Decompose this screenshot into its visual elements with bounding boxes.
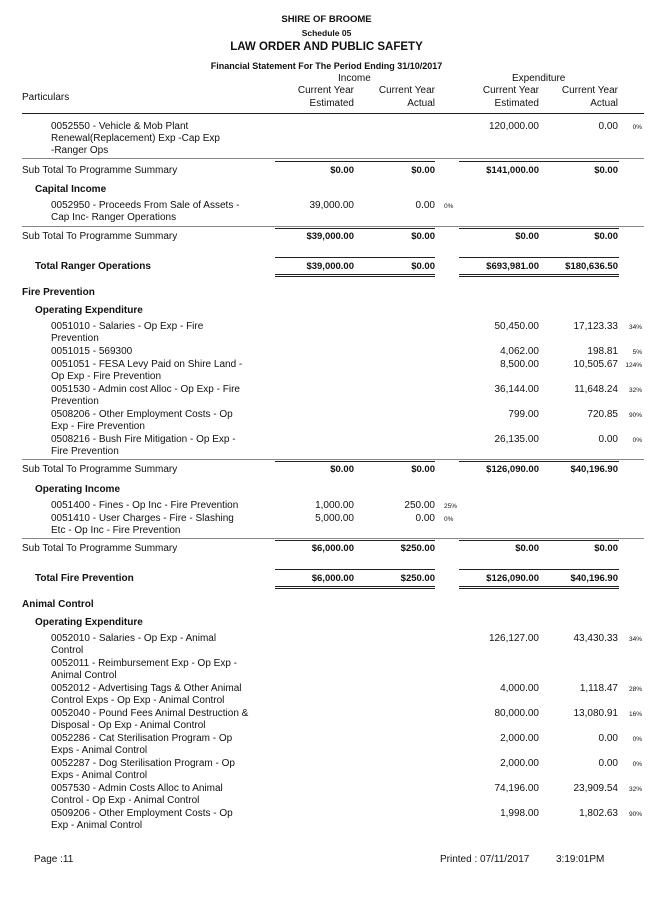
exp-pct: 0% (632, 761, 642, 768)
item-desc-line2: Op Exp - Fire Prevention (51, 371, 162, 382)
item-desc-line1: 0051410 - User Charges - Fire - Slashing (51, 513, 234, 524)
exp-actual: 23,909.54 (573, 783, 618, 794)
total-underline (275, 588, 435, 589)
inc-budget: 39,000.00 (309, 200, 354, 211)
subtotal-line (275, 161, 435, 162)
exp-actual-header-1: Current Year (561, 85, 618, 96)
subtotal-label: Sub Total To Programme Summary (22, 165, 178, 176)
capital-income-heading: Capital Income (35, 184, 107, 195)
exp-budget-header-2: Estimated (494, 98, 539, 109)
item-desc-line2: Exp - Animal Control (51, 820, 143, 831)
exp-pct: 0% (632, 437, 642, 444)
inc-budget: $0.00 (330, 165, 354, 176)
exp-actual: 1,118.47 (579, 683, 618, 694)
item-desc-line3: -Ranger Ops (51, 145, 109, 156)
item-desc-line1: 0052010 - Salaries - Op Exp - Animal (51, 633, 217, 644)
item-desc-line1: 0509206 - Other Employment Costs - Op (51, 808, 233, 819)
inc-actual: 0.00 (415, 200, 435, 211)
item-desc-line2: Prevention (51, 333, 99, 344)
exp-actual-header-2: Actual (590, 98, 618, 109)
exp-pct: 32% (628, 786, 642, 793)
page-title: LAW ORDER AND PUBLIC SAFETY (230, 41, 423, 53)
subtotal-label: Sub Total To Programme Summary (22, 231, 178, 242)
exp-budget: 50,450.00 (494, 321, 539, 332)
exp-budget: $141,000.00 (486, 165, 539, 176)
exp-actual: 17,123.33 (573, 321, 618, 332)
exp-pct: 28% (628, 686, 642, 693)
subtotal-label: Sub Total To Programme Summary (22, 464, 178, 475)
exp-budget: 126,127.00 (488, 633, 539, 644)
exp-actual: 0.00 (598, 733, 618, 744)
row-divider (22, 226, 644, 227)
header-divider (22, 113, 644, 114)
item-desc-line2: Exps - Animal Control (51, 745, 148, 756)
animal-control-title: Animal Control (22, 599, 94, 610)
inc-budget: $39,000.00 (306, 231, 354, 242)
subtotal-line (459, 540, 619, 541)
exp-budget: 26,135.00 (494, 434, 539, 445)
inc-actual: 0.00 (415, 513, 435, 524)
total-underline (459, 586, 619, 587)
inc-actual: $250.00 (400, 543, 435, 554)
exp-budget: 2,000.00 (500, 733, 539, 744)
exp-actual: $0.00 (594, 543, 618, 554)
exp-pct: 0% (632, 124, 642, 131)
exp-budget: 8,500.00 (500, 359, 539, 370)
exp-actual: 11,648.24 (574, 384, 618, 395)
item-desc-line2: Exps - Animal Control (51, 770, 148, 781)
exp-pct: 124% (625, 362, 642, 369)
exp-budget: 36,144.00 (494, 384, 539, 395)
item-desc-line2: Fire Prevention (51, 446, 119, 457)
inc-actual: $250.00 (400, 573, 435, 584)
exp-actual: 198.81 (587, 346, 618, 357)
subtotal-line (459, 461, 619, 462)
inc-actual: $0.00 (411, 261, 435, 272)
total-label: Total Ranger Operations (35, 261, 151, 272)
operating-expenditure-heading: Operating Expenditure (35, 617, 143, 628)
exp-budget: 4,062.00 (500, 346, 539, 357)
exp-actual: 0.00 (598, 758, 618, 769)
total-label: Total Fire Prevention (35, 573, 134, 584)
inc-budget: $0.00 (330, 464, 354, 475)
total-underline (275, 274, 435, 275)
inc-actual: $0.00 (411, 165, 435, 176)
statement-period: Financial Statement For The Period Ending 31/10/2017 (210, 61, 443, 71)
inc-actual: $0.00 (411, 231, 435, 242)
item-desc-line1: 0052950 - Proceeds From Sale of Assets - (51, 200, 240, 211)
inc-budget: $6,000.00 (311, 543, 354, 554)
item-desc-line1: 0057530 - Admin Costs Alloc to Animal (51, 783, 223, 794)
org-name: SHIRE OF BROOME (281, 14, 372, 25)
exp-actual: 0.00 (598, 121, 618, 132)
row-divider (22, 538, 644, 539)
exp-actual: $40,196.90 (570, 464, 618, 475)
item-desc-line2: Control - Op Exp - Animal Control (51, 795, 200, 806)
inc-budget-header-2: Estimated (309, 98, 354, 109)
item-desc-line1: 0052286 - Cat Sterilisation Program - Op (51, 733, 233, 744)
expenditure-header: Expenditure (512, 73, 566, 84)
item-desc-line1: 0052011 - Reimbursement Exp - Op Exp - (51, 658, 238, 669)
income-header: Income (338, 73, 371, 84)
exp-budget-header-1: Current Year (482, 85, 539, 96)
exp-actual: 10,505.67 (573, 359, 618, 370)
inc-actual: 250.00 (404, 500, 435, 511)
item-desc-line2: Disposal - Op Exp - Animal Control (51, 720, 206, 731)
total-line (459, 257, 619, 258)
exp-actual: 720.85 (587, 409, 618, 420)
exp-actual: 43,430.33 (573, 633, 618, 644)
exp-actual: $0.00 (594, 165, 618, 176)
row-divider (22, 158, 644, 159)
exp-budget: $0.00 (515, 543, 539, 554)
schedule-label: Schedule 05 (301, 28, 352, 38)
subtotal-line (275, 228, 435, 229)
exp-budget: 2,000.00 (500, 758, 539, 769)
subtotal-line (275, 461, 435, 462)
exp-actual: 13,080.91 (573, 708, 618, 719)
inc-budget-header-1: Current Year (297, 85, 354, 96)
total-underline (459, 588, 619, 589)
item-desc-line1: 0051530 - Admin cost Alloc - Op Exp - Fire (51, 384, 240, 395)
total-underline (275, 586, 435, 587)
inc-pct: 25% (444, 503, 458, 510)
inc-actual-header-2: Actual (407, 98, 435, 109)
exp-pct: 90% (628, 811, 642, 818)
exp-pct: 34% (628, 324, 642, 331)
exp-actual: $40,196.90 (570, 573, 618, 584)
inc-pct: 0% (444, 516, 454, 523)
item-desc-line1: 0052550 - Vehicle & Mob Plant (51, 121, 189, 132)
subtotal-label: Sub Total To Programme Summary (22, 543, 178, 554)
operating-expenditure-heading: Operating Expenditure (35, 305, 143, 316)
subtotal-line (275, 540, 435, 541)
item-desc-line1: 0051400 - Fines - Op Inc - Fire Prevention (51, 500, 239, 511)
exp-actual: $0.00 (594, 231, 618, 242)
exp-budget: 74,196.00 (494, 783, 539, 794)
item-desc-line1: 0051015 - 569300 (51, 346, 133, 357)
exp-pct: 16% (628, 711, 642, 718)
total-line (275, 257, 435, 258)
exp-budget: $126,090.00 (486, 464, 539, 475)
exp-actual: 1,802.63 (579, 808, 618, 819)
inc-budget: 5,000.00 (315, 513, 354, 524)
exp-pct: 5% (632, 349, 642, 356)
item-desc-line2: Control (51, 645, 84, 656)
subtotal-line (459, 161, 619, 162)
inc-actual-header-1: Current Year (378, 85, 435, 96)
inc-budget: $39,000.00 (306, 261, 354, 272)
item-desc-line2: Etc - Op Inc - Fire Prevention (51, 525, 181, 536)
total-line (275, 569, 435, 570)
exp-budget: 4,000.00 (500, 683, 539, 694)
operating-income-heading: Operating Income (35, 484, 121, 495)
item-desc-line1: 0052012 - Advertising Tags & Other Animal (51, 683, 242, 694)
item-desc-line1: 0051010 - Salaries - Op Exp - Fire (51, 321, 204, 332)
item-desc-line1: 0052287 - Dog Sterilisation Program - Op (51, 758, 235, 769)
item-desc-line2: Exp - Fire Prevention (51, 421, 145, 432)
exp-actual: 0.00 (598, 434, 618, 445)
printed-date: Printed : 07/11/2017 (440, 854, 530, 865)
exp-pct: 0% (632, 736, 642, 743)
exp-budget: $0.00 (515, 231, 539, 242)
inc-budget: $6,000.00 (311, 573, 354, 584)
exp-budget: 1,998.00 (500, 808, 539, 819)
item-desc-line2: Prevention (51, 396, 99, 407)
total-line (459, 569, 619, 570)
exp-actual: $180,636.50 (565, 261, 618, 272)
total-underline (459, 274, 619, 275)
item-desc-line1: 0508216 - Bush Fire Mitigation - Op Exp - (51, 434, 236, 445)
exp-budget: 799.00 (508, 409, 539, 420)
inc-actual: $0.00 (411, 464, 435, 475)
subtotal-line (459, 228, 619, 229)
page-number: Page :11 (34, 854, 74, 865)
item-desc-line1: 0508206 - Other Employment Costs - Op (51, 409, 233, 420)
item-desc-line2: Control Exps - Op Exp - Animal Control (51, 695, 225, 706)
exp-budget: 120,000.00 (488, 121, 539, 132)
inc-budget: 1,000.00 (315, 500, 354, 511)
fire-prevention-title: Fire Prevention (22, 287, 95, 298)
total-underline (459, 276, 619, 277)
item-desc-line1: 0052040 - Pound Fees Animal Destruction & (51, 708, 249, 719)
item-desc-line2: Renewal(Replacement) Exp -Cap Exp (51, 133, 220, 144)
printed-time: 3:19:01PM (556, 854, 605, 865)
total-underline (275, 276, 435, 277)
exp-pct: 90% (628, 412, 642, 419)
exp-budget: 80,000.00 (494, 708, 539, 719)
exp-budget: $693,981.00 (486, 261, 539, 272)
item-desc-line1: 0051051 - FESA Levy Paid on Shire Land - (51, 359, 243, 370)
exp-pct: 32% (628, 387, 642, 394)
row-divider (22, 459, 644, 460)
item-desc-line2: Cap Inc- Ranger Operations (51, 212, 177, 223)
inc-pct: 0% (444, 203, 454, 210)
exp-budget: $126,090.00 (486, 573, 539, 584)
exp-pct: 34% (628, 636, 642, 643)
particulars-header: Particulars (22, 92, 70, 103)
item-desc-line2: Animal Control (51, 670, 117, 681)
